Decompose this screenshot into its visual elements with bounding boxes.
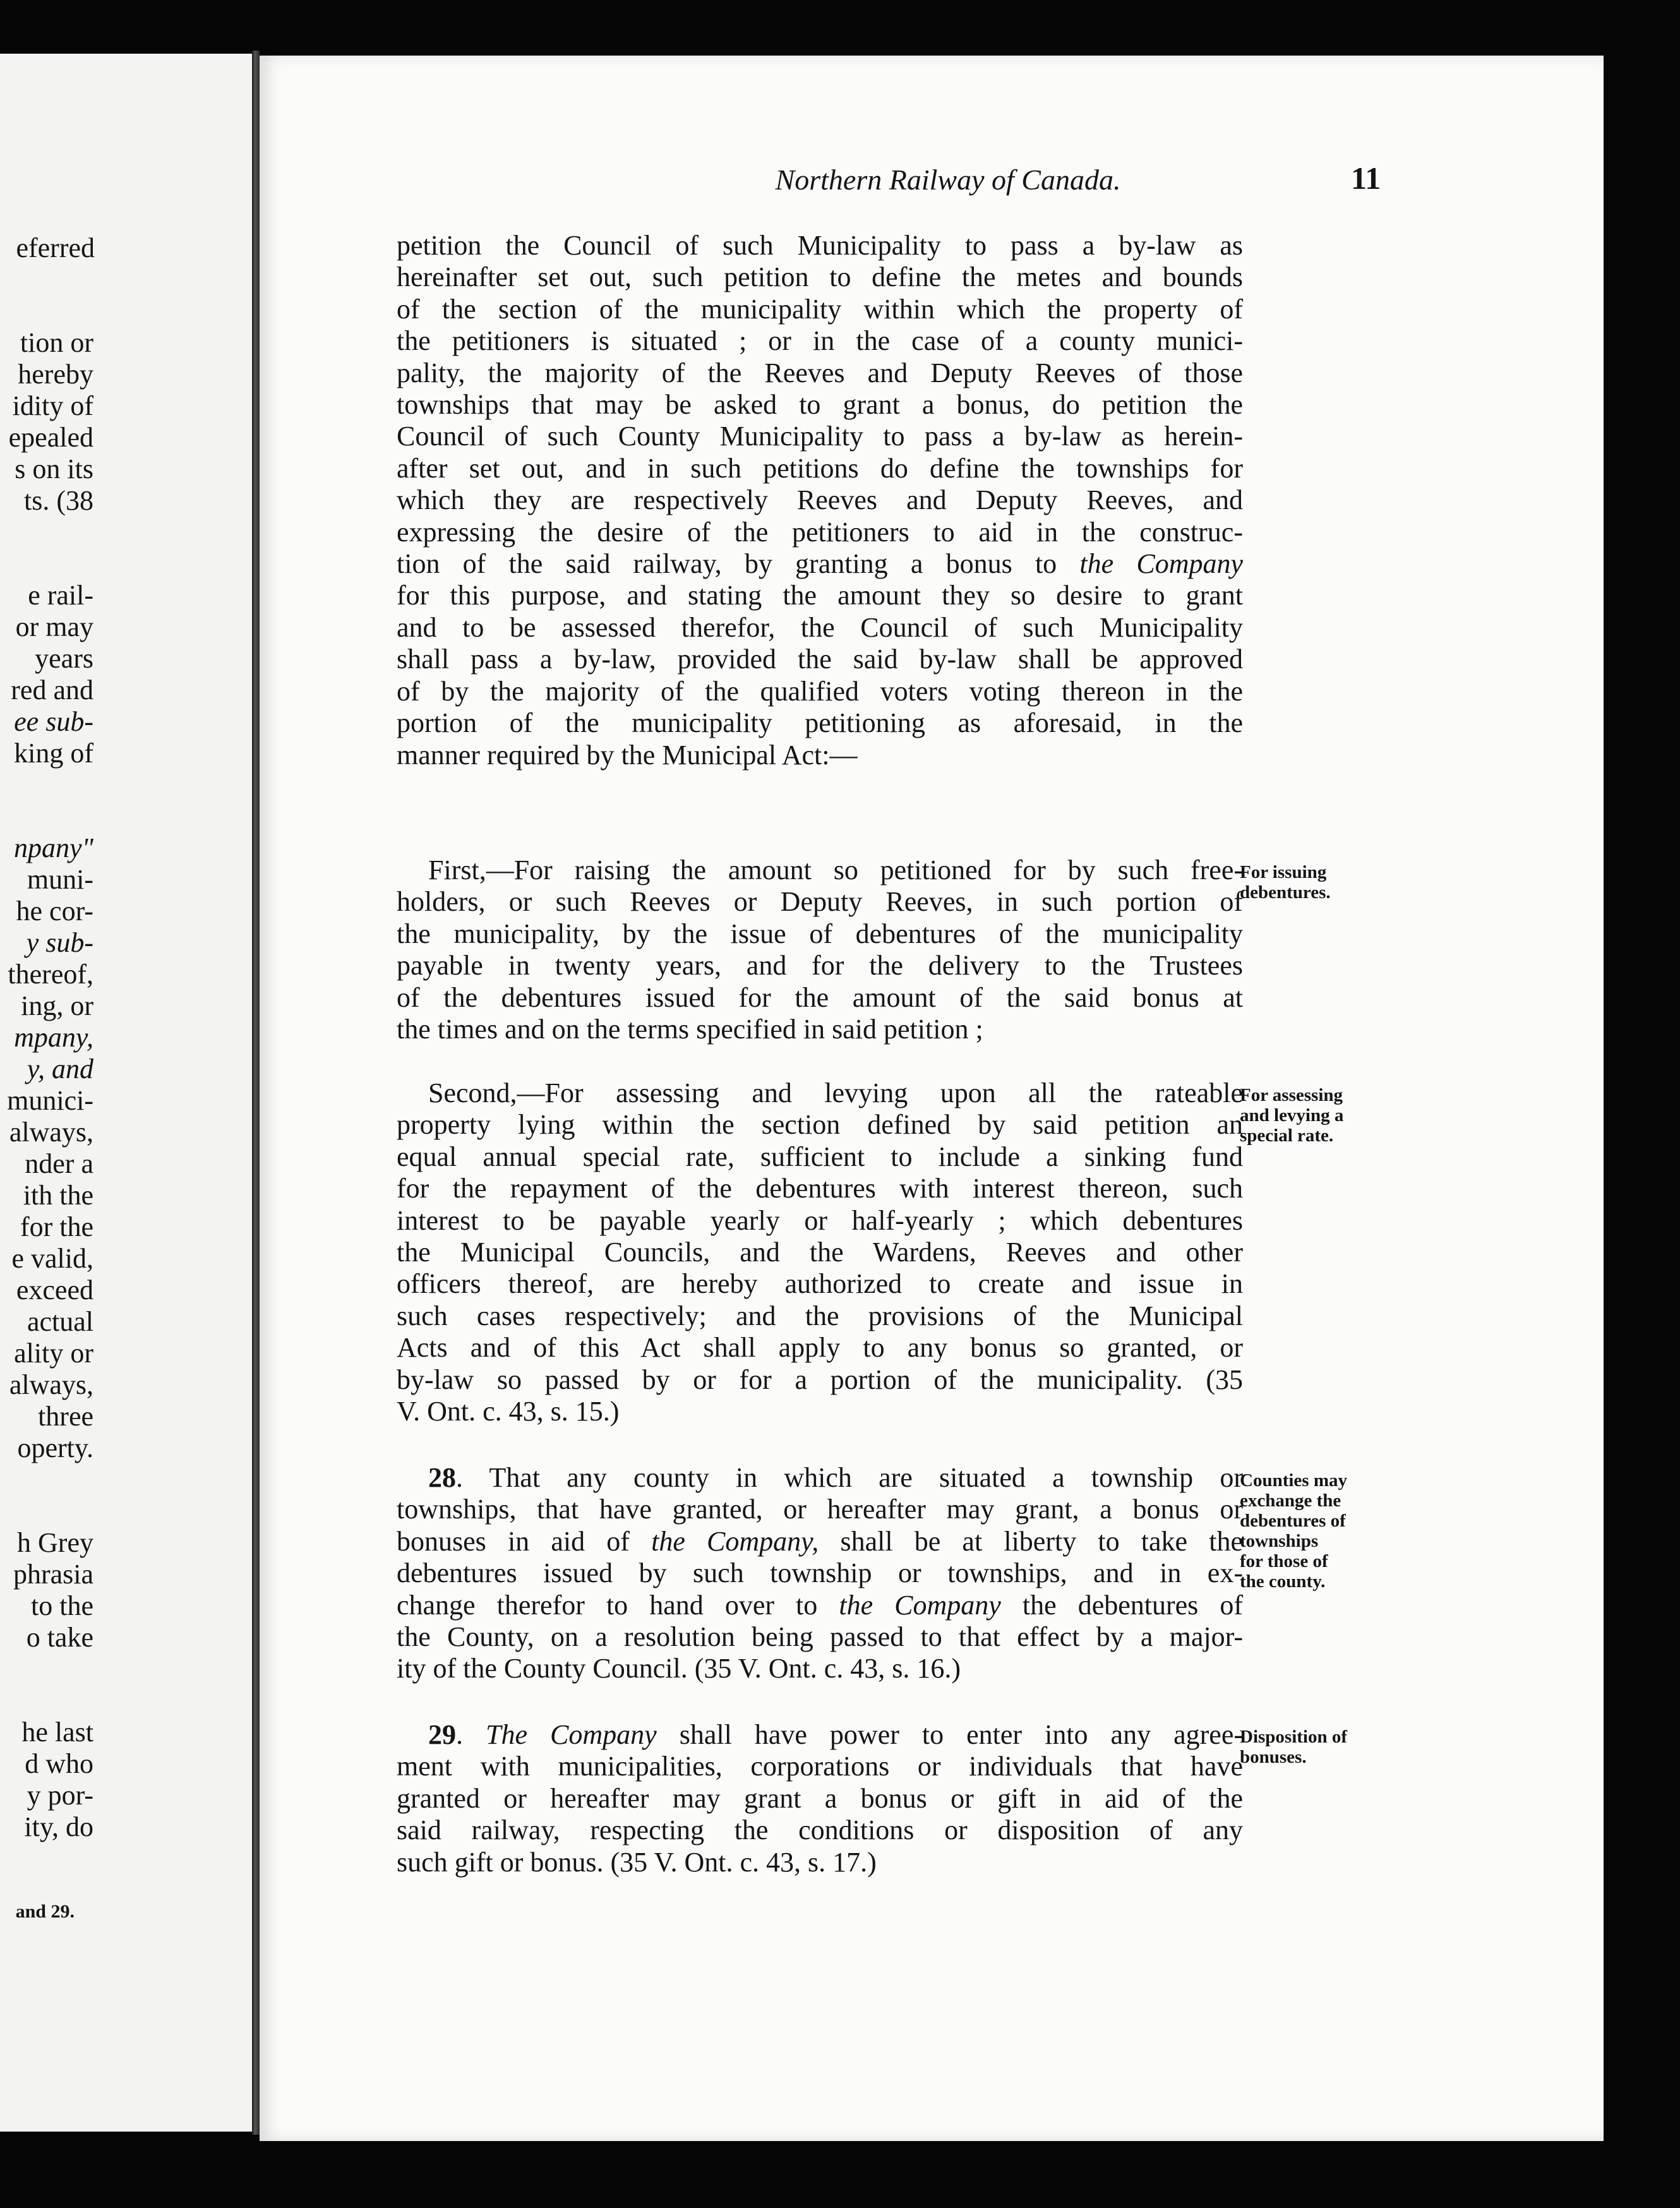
text-line: First,—For raising the amount so petitioned for by such free- <box>428 855 1243 885</box>
text-line: by-law so passed by or for a portion of the municipality. (35 <box>397 1364 1243 1395</box>
text-run: change therefor to hand over to <box>397 1589 839 1621</box>
text-line: shall pass a by-law, provided the said by-law shall be approved <box>397 644 1243 675</box>
margin-note-issuing <box>1240 862 1331 903</box>
left-fragment-line: nder a <box>25 1148 93 1179</box>
first-clause-paragraph <box>397 855 1243 1045</box>
text-line: Council of such County Municipality to pass a by-law as herein- <box>397 421 1243 452</box>
second-clause-paragraph <box>397 1077 1243 1427</box>
left-fragment-line: e rail- <box>28 580 93 611</box>
text-line <box>397 1719 1243 1751</box>
text-run: bonuses in aid of <box>397 1525 652 1557</box>
italic-company: The Company <box>486 1719 657 1750</box>
text-line: said railway, respecting the conditions or disposition of any <box>397 1815 1243 1846</box>
left-fragment-line: idity of <box>12 390 93 421</box>
left-fragment-line: tion or <box>20 327 93 358</box>
text-line: ment with municipalities, corporations or individuals that have <box>397 1751 1243 1782</box>
text-line: which they are respectively Reeves and Deputy Reeves, and <box>397 484 1243 516</box>
italic-company: the Company, <box>651 1525 819 1557</box>
left-fragment-line: exceed <box>16 1275 93 1305</box>
right-page <box>260 56 1604 2141</box>
left-fragment-line: ith the <box>23 1180 93 1211</box>
book-gutter <box>252 51 260 2135</box>
text-line: townships, that have granted, or hereafter may grant, a bonus or <box>397 1494 1243 1525</box>
margin-note-line: townships <box>1240 1531 1319 1551</box>
italic-company: the Company <box>1079 548 1244 580</box>
left-footnote: and 29. <box>15 1901 75 1922</box>
left-fragment-line: e valid, <box>11 1243 93 1274</box>
left-fragment-line: actual <box>27 1306 93 1337</box>
text-line <box>397 1526 1243 1557</box>
text-run: shall have power to enter into any agree- <box>656 1719 1244 1750</box>
italic-company: the Company <box>839 1589 1001 1621</box>
left-fragment-line: he last <box>21 1717 93 1748</box>
text-line: interest to be payable yearly or half-yearly ; which debentures <box>397 1204 1243 1236</box>
section-number: 29 <box>428 1719 456 1750</box>
text-line: manner required by the Municipal Act:— <box>397 739 858 771</box>
left-fragment-line: for the <box>20 1211 93 1242</box>
text-line: Acts and of this Act shall apply to any bonus so granted, or <box>397 1332 1243 1364</box>
left-fragment-line: ity, do <box>24 1811 93 1842</box>
text-line: expressing the desire of the petitioners to aid in the construc- <box>397 516 1243 548</box>
left-fragment-line: y por- <box>27 1780 93 1811</box>
text-line: Second,—For assessing and levying upon all the rateable <box>428 1077 1243 1108</box>
text-line: of the section of the municipality within which the property of <box>397 293 1243 325</box>
text-line: pality, the majority of the Reeves and Deputy Reeves of those <box>397 357 1243 388</box>
left-fragment-line: y sub- <box>26 927 93 958</box>
text-line: payable in twenty years, and for the delivery to the Trustees <box>397 950 1243 981</box>
margin-note-line: debentures. <box>1240 882 1331 903</box>
left-fragment-line: muni- <box>27 864 93 895</box>
margin-note-disposition <box>1240 1727 1347 1767</box>
text-line: property lying within the section defined by said petition an <box>397 1109 1243 1141</box>
margin-note-line: exchange the <box>1240 1491 1341 1511</box>
running-head: Northern Railway of Canada. <box>775 164 1121 196</box>
continuation-paragraph <box>397 230 1243 771</box>
left-page-fragment <box>0 54 253 2132</box>
text-line: of by the majority of the qualified voters voting thereon in the <box>397 675 1243 707</box>
left-fragment-line: years <box>35 643 93 674</box>
text-line: and to be assessed therefor, the Council of such Municipality <box>397 611 1243 643</box>
margin-note-line: the county. <box>1240 1571 1326 1592</box>
text-run: . <box>456 1719 486 1750</box>
left-fragment-line: he cor- <box>16 896 93 927</box>
text-line: the petitioners is situated ; or in the case of a county munici- <box>397 325 1243 357</box>
left-fragment-line: king of <box>14 738 93 769</box>
text-line: granted or hereafter may grant a bonus or gift in aid of the <box>397 1782 1243 1814</box>
text-line: the Municipal Councils, and the Wardens, Reeves and other <box>397 1237 1243 1268</box>
left-fragment-line: ality or <box>14 1338 93 1369</box>
margin-note-line: Counties may <box>1240 1470 1347 1491</box>
margin-note-line: for those of <box>1240 1551 1328 1571</box>
left-fragment-line: eferred <box>16 232 95 263</box>
left-fragment-line: epealed <box>8 422 93 453</box>
text-run: . That any county in which are situated a township or <box>456 1462 1243 1493</box>
left-fragment-line: hereby <box>18 359 93 390</box>
text-line: portion of the municipality petitioning as aforesaid, in the <box>397 707 1243 739</box>
margin-note-line: Disposition of <box>1240 1727 1348 1747</box>
left-fragment-line: d who <box>25 1748 93 1779</box>
margin-note-line: and levying a <box>1240 1105 1344 1125</box>
text-line <box>397 548 1243 580</box>
text-line: the County, on a resolution being passed to that effect by a major- <box>397 1621 1243 1653</box>
text-line: petition the Council of such Municipality to pass a by-law as <box>397 230 1243 261</box>
text-run: shall be at liberty to take the <box>819 1525 1243 1557</box>
left-fragment-line: s on its <box>15 453 93 484</box>
left-fragment-line: ing, or <box>21 990 93 1021</box>
text-run: the debentures of <box>1000 1589 1244 1621</box>
text-line: for this purpose, and stating the amount they so desire to grant <box>397 580 1243 611</box>
left-fragment-line: y, and <box>27 1053 93 1084</box>
text-line: such cases respectively; and the provisions of the Municipal <box>397 1300 1243 1331</box>
left-fragment-line: thereof, <box>8 959 93 990</box>
text-line: for the repayment of the debentures with interest thereon, such <box>397 1173 1243 1204</box>
margin-note-line: For issuing <box>1240 862 1327 882</box>
text-line: townships that may be asked to grant a bonus, do petition the <box>397 389 1243 421</box>
left-fragment-line: o take <box>26 1622 93 1653</box>
text-line: the municipality, by the issue of debentures of the municipality <box>397 918 1243 949</box>
text-line: after set out, and in such petitions do define the townships for <box>397 452 1243 484</box>
section-28-paragraph <box>397 1462 1243 1685</box>
margin-note-assessing <box>1240 1085 1343 1146</box>
left-fragment-line: always, <box>9 1369 93 1400</box>
text-line: of the debentures issued for the amount of the said bonus at <box>397 981 1243 1013</box>
text-line: officers thereof, are hereby authorized to create and issue in <box>397 1268 1243 1300</box>
left-fragment-line: always, <box>9 1117 93 1148</box>
text-line: equal annual special rate, sufficient to include a sinking fund <box>397 1141 1243 1172</box>
left-fragment-line: ts. (38 <box>24 485 93 516</box>
left-fragment-line: red and <box>11 675 93 705</box>
margin-note-line: For assessing <box>1240 1085 1343 1105</box>
text-line <box>397 1462 1243 1494</box>
text-run: tion of the said railway, by granting a bonus to <box>397 548 1080 580</box>
left-fragment-line: h Grey <box>17 1527 93 1558</box>
margin-note-line: bonuses. <box>1240 1747 1307 1767</box>
left-fragment-line: to the <box>31 1590 93 1621</box>
left-fragment-line: phrasia <box>13 1559 93 1590</box>
text-line <box>397 1590 1243 1621</box>
section-29-paragraph <box>397 1719 1243 1878</box>
left-fragment-line: or may <box>15 611 93 642</box>
text-line: holders, or such Reeves or Deputy Reeves, in such portion of <box>397 886 1243 918</box>
margin-note-counties <box>1240 1470 1347 1592</box>
left-fragment-line: ee sub- <box>14 706 93 737</box>
section-number: 28 <box>428 1462 456 1493</box>
left-fragment-line: three <box>38 1401 93 1432</box>
margin-note-line: debentures of <box>1240 1511 1346 1531</box>
left-fragment-line: operty. <box>17 1432 93 1463</box>
left-fragment-line: munici- <box>7 1085 93 1116</box>
margin-note-line: special rate. <box>1240 1125 1334 1146</box>
left-fragment-line: npany" <box>13 832 93 863</box>
page-number: 11 <box>1351 160 1381 196</box>
text-line: such gift or bonus. (35 V. Ont. c. 43, s. 17.) <box>397 1846 877 1878</box>
text-line: debentures issued by such township or townships, and in ex- <box>397 1557 1243 1589</box>
text-line: hereinafter set out, such petition to define the metes and bounds <box>397 261 1243 293</box>
text-line: ity of the County Council. (35 V. Ont. c. 43, s. 16.) <box>397 1653 961 1684</box>
left-fragment-line: mpany, <box>14 1022 93 1053</box>
text-line: V. Ont. c. 43, s. 15.) <box>397 1396 620 1427</box>
text-line: the times and on the terms specified in said petition ; <box>397 1014 983 1045</box>
